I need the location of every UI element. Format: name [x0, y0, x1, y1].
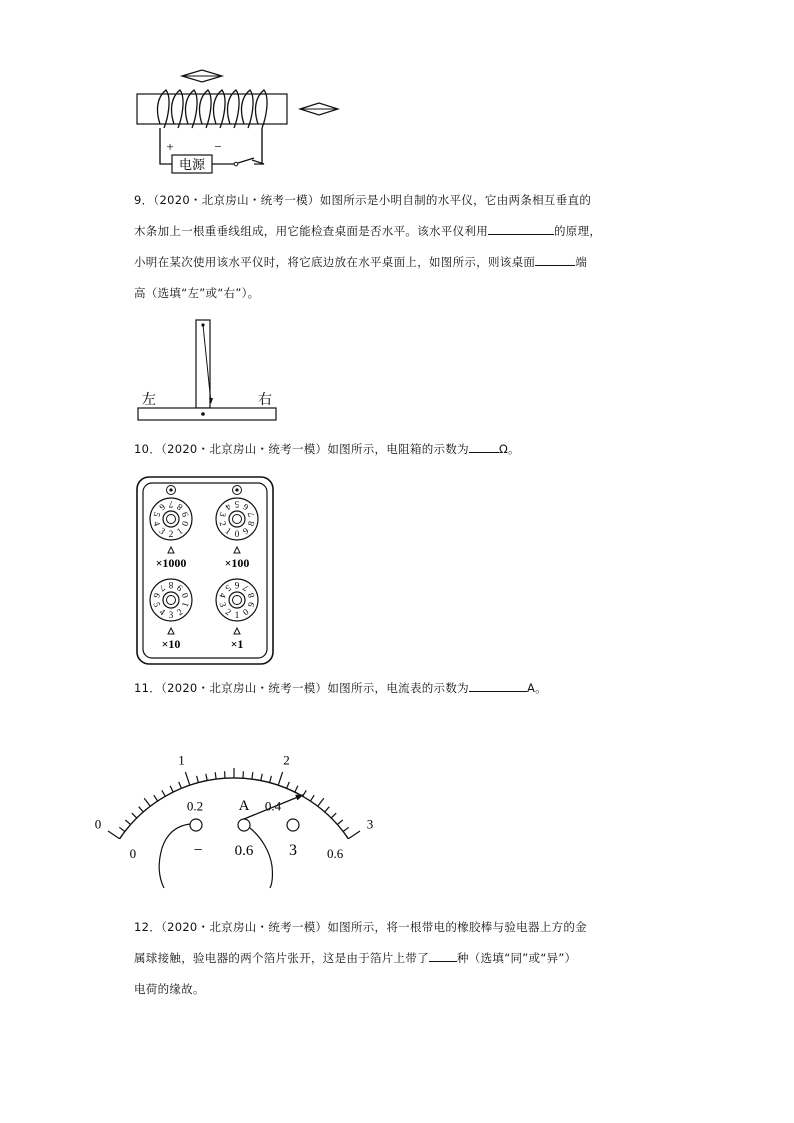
scale-tick: [252, 772, 253, 779]
scale-tick: [132, 813, 137, 818]
dial-digit: 7: [245, 510, 257, 519]
dial-digit: 3: [157, 525, 168, 537]
q9-blank-1[interactable]: [488, 222, 554, 235]
scale-tick: [215, 772, 216, 779]
dial-digit: 3: [168, 609, 174, 620]
scale-tick: [197, 776, 199, 783]
q9-line3: 小明在某次使用该水平仪时，将它底边放在水平桌面上，如图所示，则该桌面 端: [134, 255, 588, 269]
vertical-bar: [196, 320, 210, 408]
dial-digit: 2: [217, 519, 229, 528]
coil-windings: [158, 90, 268, 128]
dial-digit: 7: [168, 499, 174, 510]
dial-digit: 0: [234, 528, 240, 539]
left-label: 左: [142, 393, 156, 408]
dial-digit: 4: [151, 519, 163, 528]
dial-digit: 5: [151, 600, 163, 609]
terminal-3-icon: [287, 819, 299, 831]
dial-digit: 2: [168, 528, 174, 539]
base-bar: [138, 408, 276, 420]
dial-digit: 6: [157, 501, 168, 513]
dial-digit: 5: [234, 499, 240, 510]
plus-sign: +: [166, 139, 174, 154]
scale-tick: [206, 774, 207, 781]
dial-digit: 0: [240, 606, 251, 618]
dial-digit: 9: [179, 510, 191, 519]
dial-digit: 9: [245, 600, 257, 609]
ammeter-figure: [94, 716, 374, 890]
scale-tick: [318, 798, 324, 806]
upper-scale-label: 1: [178, 752, 185, 768]
dial-digit: 3: [217, 510, 229, 519]
scale-tick: [125, 820, 130, 825]
q9-line4: 高（选填“左”或“右”）。: [134, 286, 260, 300]
dial-digit: 5: [151, 510, 163, 519]
solenoid-figure: [130, 62, 350, 178]
center-mark: [201, 412, 205, 416]
terminal-label-minus: −: [193, 842, 203, 859]
scale-tick: [119, 827, 125, 831]
dial-digit: 0: [179, 519, 191, 528]
dial-digit: 0: [179, 591, 191, 600]
q12-blank[interactable]: [429, 949, 457, 962]
dial-digit: 4: [217, 591, 229, 600]
dial-digit: 7: [157, 582, 168, 594]
question-12: [134, 912, 674, 1005]
terminal-0.6-icon: [238, 819, 250, 831]
q10-blank[interactable]: [469, 440, 499, 453]
scale-tick: [185, 772, 189, 785]
upper-scale-label: 0: [94, 816, 102, 832]
level-instrument-figure: [134, 318, 282, 426]
scale-tick: [179, 782, 182, 789]
lower-scale-label: 0.6: [326, 845, 344, 861]
upper-scale-label: 3: [366, 816, 374, 832]
scale-tick: [287, 782, 290, 789]
q11-blank[interactable]: [469, 679, 527, 692]
question-10: 10．（2020・北京房山・统考一模）如图所示，电阻箱的示数为 Ω。: [134, 442, 520, 456]
scale-arc: [120, 778, 349, 839]
dial-digit: 1: [179, 600, 191, 609]
dial-digit: 1: [174, 525, 185, 537]
upper-scale-label: 2: [283, 752, 290, 768]
dial-digit: 4: [223, 501, 234, 513]
dial-digit: 7: [240, 582, 251, 594]
q12-line1: 12．（2020・北京房山・统考一模）如图所示，将一根带电的橡胶棒与验电器上方的金: [134, 920, 587, 934]
terminal-label-3: 3: [289, 842, 297, 859]
right-label: 右: [258, 393, 272, 408]
lower-scale-label: 0.2: [186, 798, 204, 814]
scale-tick: [310, 795, 314, 801]
dial-multiplier-label: ×1000: [155, 556, 187, 570]
switch-contact-left: [234, 162, 238, 166]
power-label: 电源: [178, 157, 206, 172]
unit-label: A: [238, 798, 250, 814]
lower-scale-label: 0: [129, 845, 137, 861]
lower-scale-label: 0.4: [264, 798, 282, 814]
question-11: 11．（2020・北京房山・统考一模）如图所示，电流表的示数为 A。: [134, 681, 547, 695]
scale-tick: [270, 776, 272, 783]
scale-tick: [139, 807, 144, 812]
dial-digit: 6: [151, 591, 163, 600]
scale-tick: [154, 795, 158, 801]
dial-multiplier-label: ×1: [230, 637, 244, 651]
dial-digit: 8: [245, 519, 257, 528]
dial-multiplier-label: ×100: [224, 556, 250, 570]
dial-digit: 8: [168, 580, 174, 591]
scale-tick: [295, 786, 298, 792]
scale-tick: [144, 798, 150, 806]
dial-digit: 5: [223, 582, 234, 594]
scale-tick: [331, 813, 336, 818]
dial-digit: 8: [174, 501, 185, 513]
scale-tick: [162, 790, 166, 796]
dial-multiplier-label: ×10: [161, 637, 181, 651]
dial-digit: 3: [217, 600, 229, 609]
q9-line1: 9．（2020・北京房山・统考一模）如图所示是小明自制的水平仪，它由两条相互垂直的: [134, 193, 592, 207]
question-9: [134, 185, 674, 309]
q12-line2: 属球接触，验电器的两个箔片张开，这是由于箔片上带了 种（选填“同”或“异”）: [134, 951, 577, 965]
scale-tick: [348, 831, 360, 839]
scale-tick: [325, 807, 330, 812]
dial-digit: 8: [245, 591, 257, 600]
scale-tick: [261, 774, 262, 781]
dial-digit: 4: [157, 606, 168, 618]
switch-lever: [238, 158, 254, 163]
q9-line2: 木条加上一根重垂线组成，用它能检查桌面是否水平。该水平仪利用 的原理，: [134, 224, 602, 238]
scale-tick: [278, 772, 282, 785]
dial-digit: 1: [223, 525, 234, 537]
q9-blank-2[interactable]: [535, 253, 575, 266]
pointer-arrowhead: [295, 795, 304, 801]
scale-tick: [108, 831, 120, 839]
dial-digit: 9: [240, 525, 251, 537]
minus-sign: −: [214, 139, 222, 154]
resistance-box-figure: [136, 476, 276, 666]
scale-tick: [343, 827, 349, 831]
terminal-label-0.6: 0.6: [234, 843, 254, 859]
wire-left: [159, 824, 190, 888]
dial-digit: 2: [174, 606, 185, 618]
dial-digit: 6: [234, 580, 240, 591]
scale-tick: [337, 820, 342, 825]
dial-digit: 2: [223, 606, 234, 618]
dial-digit: 6: [240, 501, 251, 513]
terminal-minus-icon: [190, 819, 202, 831]
dial-digit: 1: [234, 609, 240, 620]
q12-line3: 电荷的缘故。: [134, 982, 205, 996]
dial-digit: 9: [174, 582, 185, 594]
scale-tick: [170, 786, 173, 792]
